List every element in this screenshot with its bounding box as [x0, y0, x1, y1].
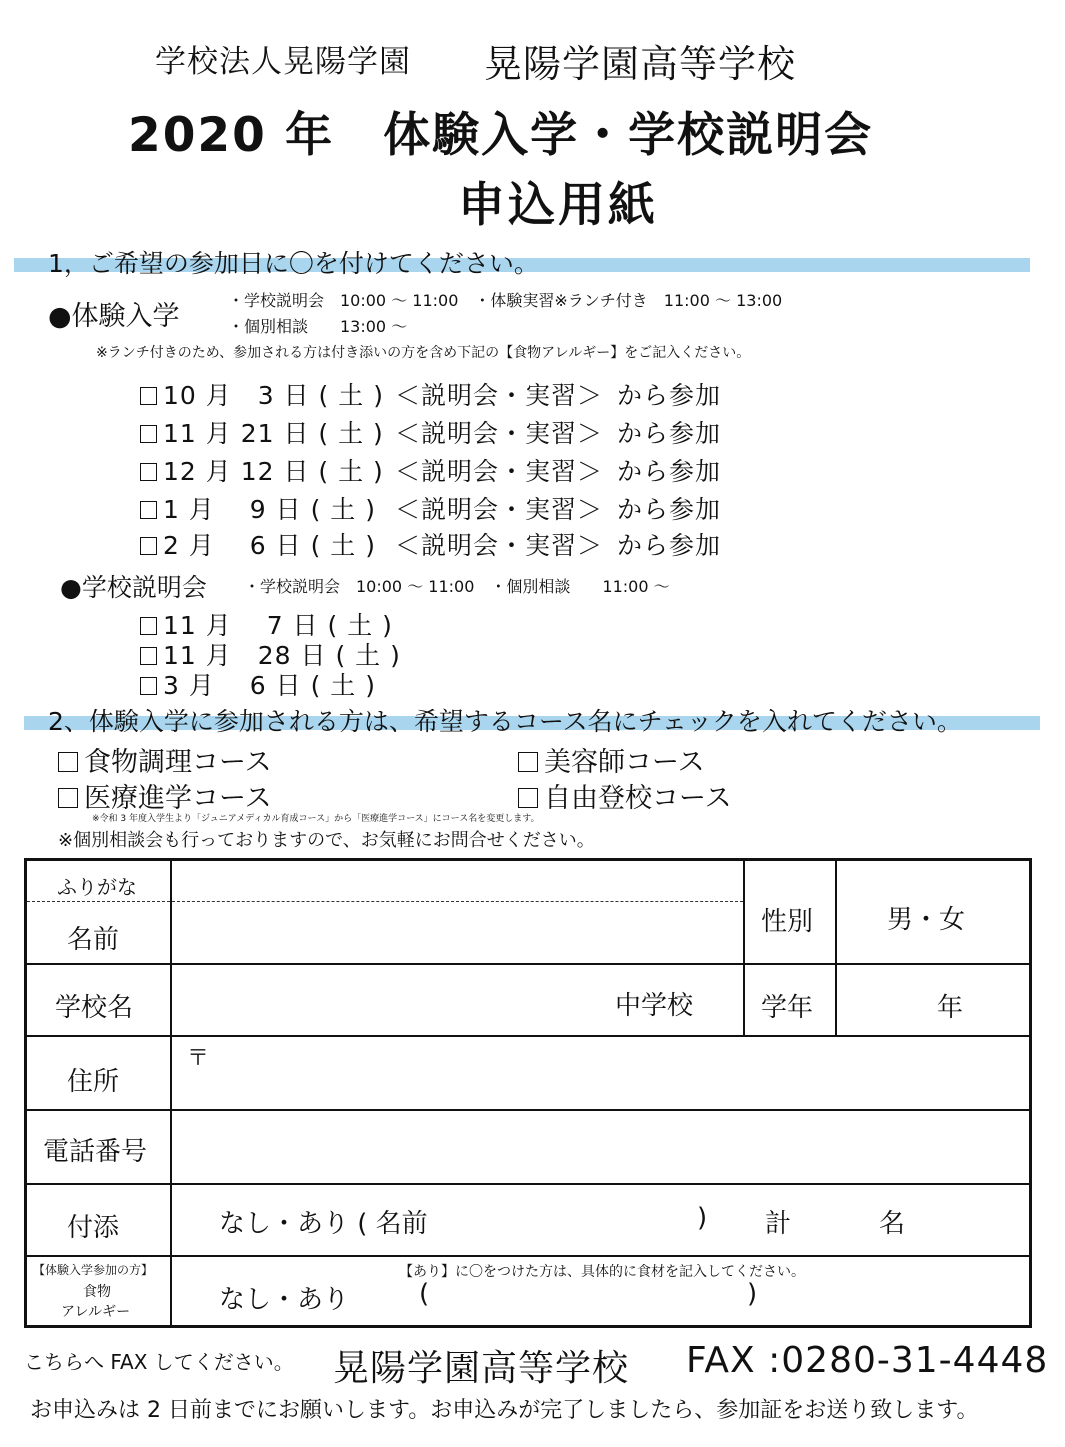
- date-label: 1 月 9 日 ( 土 ): [163, 495, 376, 524]
- section2-heading: 2、体験入学に参加される方は、希望するコース名にチェックを入れてください。: [48, 707, 962, 736]
- checkbox[interactable]: [140, 463, 157, 481]
- companion-close: ): [697, 1203, 708, 1233]
- footer-school-name: 晃陽学園高等学校: [333, 1348, 630, 1389]
- phone-label: 電話番号: [43, 1137, 148, 1167]
- suffix-label: から参加: [617, 495, 722, 524]
- organization-name: 学校法人晃陽学園: [155, 44, 411, 80]
- checkbox[interactable]: [140, 537, 157, 555]
- date-label: 11 月 7 日 ( 土 ): [163, 611, 393, 640]
- gender-options[interactable]: 男・女: [887, 905, 966, 935]
- session-label: ＜説明会・実習＞: [395, 531, 604, 560]
- postal-mark: 〒: [187, 1046, 210, 1071]
- taiken-lunch-note: ※ランチ付きのため、参加される方は付き添いの方を含め下記の【食物アレルギー】をご記入ください。: [96, 345, 751, 361]
- address-field[interactable]: [217, 1041, 1017, 1105]
- course-option[interactable]: [58, 776, 272, 815]
- taiken-info-2: ・個別相談 13:00 ～: [228, 317, 408, 336]
- taiken-info-1: ・学校説明会 10:00 ～ 11:00 ・体験実習※ランチ付き 11:00 ～ 13:00: [228, 291, 783, 310]
- gender-label: 性別: [761, 907, 814, 937]
- checkbox[interactable]: [140, 617, 157, 635]
- course-label: 医療進学コース: [84, 783, 272, 814]
- deadline-note: お申込みは 2 日前までにお願いします。お申込みが完了しましたら、参加証をお送り致します。: [30, 1398, 979, 1423]
- companion-unit: 名: [879, 1209, 906, 1239]
- school-field[interactable]: [173, 967, 593, 1033]
- taiken-date-row[interactable]: [140, 526, 721, 562]
- suffix-label: から参加: [617, 381, 722, 410]
- setsumei-info: ・学校説明会 10:00 ～ 11:00 ・個別相談 11:00 ～: [244, 577, 670, 596]
- date-label: 12 月 12 日 ( 土 ): [163, 457, 384, 486]
- checkbox[interactable]: [140, 647, 157, 665]
- checkbox[interactable]: [140, 387, 157, 405]
- suffix-label: から参加: [617, 419, 722, 448]
- consult-note: ※個別相談会も行っておりますので、お気軽にお問合せください。: [58, 830, 595, 851]
- taiken-date-row[interactable]: [140, 376, 721, 412]
- checkbox[interactable]: [58, 752, 78, 772]
- date-label: 2 月 6 日 ( 土 ): [163, 531, 376, 560]
- companion-choice[interactable]: なし・あり ( 名前: [219, 1209, 428, 1239]
- checkbox[interactable]: [140, 501, 157, 519]
- taiken-date-row[interactable]: [140, 490, 721, 526]
- companion-total: 計: [765, 1209, 792, 1239]
- session-label: ＜説明会・実習＞: [395, 457, 604, 486]
- checkbox[interactable]: [58, 788, 78, 808]
- allergy-choice[interactable]: なし・あり: [219, 1285, 350, 1315]
- checkbox[interactable]: [140, 677, 157, 695]
- session-label: ＜説明会・実習＞: [395, 495, 604, 524]
- page-title: 2020 年 体験入学・学校説明会: [128, 108, 874, 163]
- session-label: ＜説明会・実習＞: [395, 419, 604, 448]
- suffix-label: から参加: [617, 531, 722, 560]
- allergy-label-2: 食物: [83, 1284, 111, 1300]
- school-suffix: 中学校: [615, 991, 694, 1021]
- allergy-close: ): [747, 1279, 758, 1309]
- grade-suffix: 年: [937, 993, 964, 1023]
- furigana-label: ふりがな: [57, 875, 137, 899]
- name-label: 名前: [67, 925, 120, 955]
- grade-label: 学年: [761, 993, 814, 1023]
- course-option[interactable]: [518, 776, 732, 815]
- companion-label: 付添: [67, 1213, 120, 1243]
- checkbox[interactable]: [518, 752, 538, 772]
- checkbox[interactable]: [140, 425, 157, 443]
- suffix-label: から参加: [617, 457, 722, 486]
- taiken-label: ●体験入学: [48, 301, 180, 332]
- furigana-field[interactable]: [173, 863, 741, 899]
- course-option[interactable]: [58, 740, 272, 779]
- allergy-note: 【あり】に〇をつけた方は、具体的に食材を記入してください。: [399, 1264, 805, 1280]
- school-name: 晃陽学園高等学校: [484, 42, 797, 86]
- date-label: 3 月 6 日 ( 土 ): [163, 671, 376, 700]
- course-rename-note: ※令和 3 年度入学生より「ジュニアメディカル育成コース」から「医療進学コース」にコース名を変更します。: [92, 814, 540, 824]
- date-label: 11 月 28 日 ( 土 ): [163, 641, 401, 670]
- course-label: 食物調理コース: [84, 747, 272, 778]
- allergy-open: (: [419, 1279, 430, 1309]
- checkbox[interactable]: [518, 788, 538, 808]
- fax-prompt: こちらへ FAX してください。: [24, 1350, 294, 1374]
- taiken-date-row[interactable]: [140, 414, 721, 450]
- course-option[interactable]: [518, 740, 705, 779]
- school-label: 学校名: [55, 993, 134, 1023]
- course-label: 自由登校コース: [544, 783, 732, 814]
- address-label: 住所: [67, 1067, 120, 1097]
- session-label: ＜説明会・実習＞: [395, 381, 604, 410]
- course-label: 美容師コース: [544, 747, 705, 778]
- allergy-label-3: アレルギー: [61, 1304, 131, 1320]
- phone-field[interactable]: [173, 1113, 1023, 1181]
- application-form: [24, 858, 1032, 1328]
- page-subtitle: 申込用紙: [458, 178, 658, 233]
- taiken-date-row[interactable]: [140, 452, 721, 488]
- setsumei-date-row[interactable]: [140, 666, 376, 702]
- setsumei-label: ●学校説明会: [60, 573, 207, 602]
- date-label: 10 月 3 日 ( 土 ): [163, 381, 384, 410]
- allergy-field[interactable]: [437, 1279, 737, 1313]
- name-field[interactable]: [173, 905, 741, 961]
- fax-number: FAX :0280-31-4448: [686, 1340, 1049, 1381]
- section1-heading: 1，ご希望の参加日に〇を付けてください。: [48, 249, 539, 278]
- date-label: 11 月 21 日 ( 土 ): [163, 419, 384, 448]
- allergy-label-1: 【体験入学参加の方】: [33, 1263, 154, 1277]
